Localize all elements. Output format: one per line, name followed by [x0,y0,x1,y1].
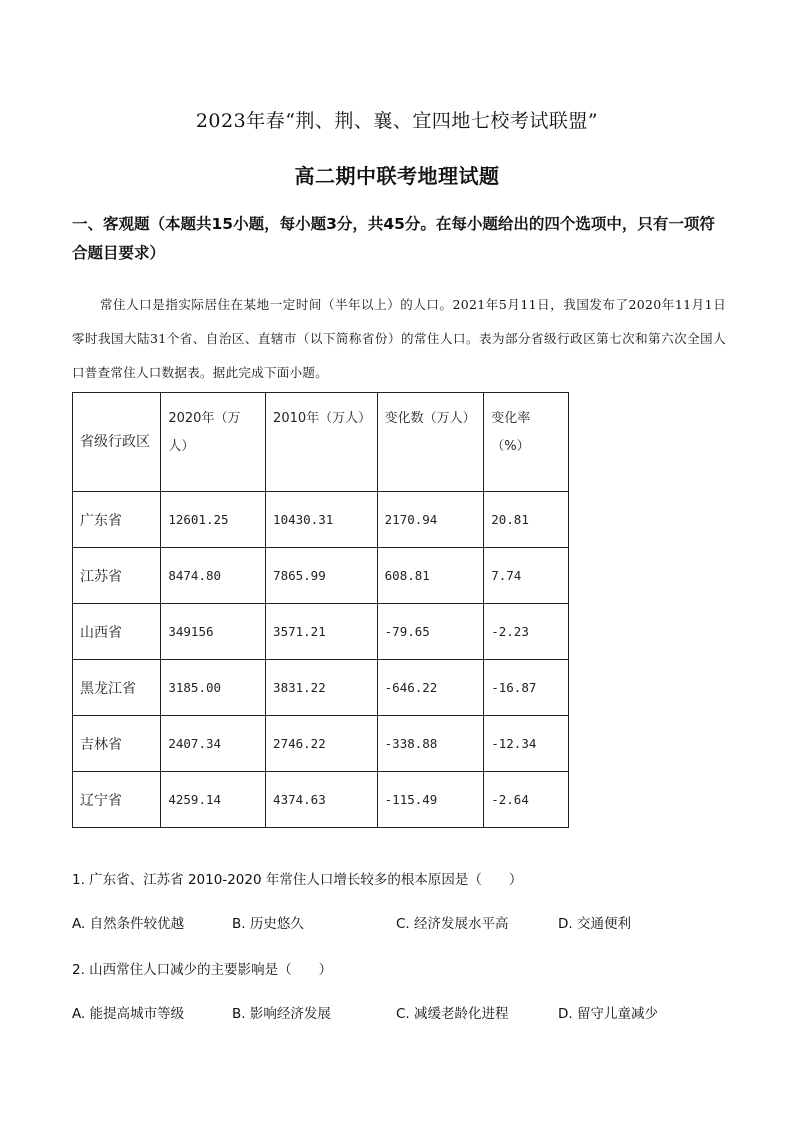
population-table [72,392,569,828]
value-cell: 3185.00 [161,660,266,716]
option-c[interactable]: C. 经济发展水平高 [396,916,509,932]
value-cell: 10430.31 [266,492,378,548]
value-cell: 20.81 [484,492,569,548]
exam-subtitle: 高二期中联考地理试题 [294,164,500,188]
value-cell: -12.34 [484,716,569,772]
value-cell: 608.81 [377,548,484,604]
province-cell: 黑龙江省 [73,660,161,716]
reading-passage: 常住人口是指实际居住在某地一定时间（半年以上）的人口。2021年5月11日，我国发布了2020年11月1日零时我国大陆31个省、自治区、直辖市（以下简称省份）的常住人口。表为部分省级行政区第七次和第六次全国人口普查常住人口数据表。据此完成下面小题。 [72,297,726,380]
table-row [73,716,569,772]
value-cell: 4259.14 [161,772,266,828]
value-cell: 12601.25 [161,492,266,548]
option-a[interactable]: A. 自然条件较优越 [72,916,185,932]
option-d[interactable]: D. 留守儿童减少 [558,1006,658,1022]
option-d[interactable]: D. 交通便利 [558,916,631,932]
value-cell: 349156 [161,604,266,660]
province-cell: 吉林省 [73,716,161,772]
option-a[interactable]: A. 能提高城市等级 [72,1006,185,1022]
value-cell: 2746.22 [266,716,378,772]
value-cell: -79.65 [377,604,484,660]
table-header-cell: 变化数（万人） [377,393,484,492]
value-cell: -646.22 [377,660,484,716]
table-header-cell: 变化率（%） [484,393,569,492]
table-header-cell: 2010年（万人） [266,393,378,492]
table-header-row [73,393,569,492]
value-cell: -2.23 [484,604,569,660]
province-cell: 山西省 [73,604,161,660]
province-cell: 广东省 [73,492,161,548]
question-2-stem: 2. 山西常住人口减少的主要影响是（ ） [72,962,333,978]
value-cell: 2407.34 [161,716,266,772]
question-1-options [72,912,752,936]
section-heading: 一、客观题（本题共15小题，每小题3分，共45分。在每小题给出的四个选项中，只有一项符合题目要求） [72,215,715,262]
option-c[interactable]: C. 减缓老龄化进程 [396,1006,509,1022]
value-cell: -16.87 [484,660,569,716]
value-cell: 7.74 [484,548,569,604]
value-cell: -338.88 [377,716,484,772]
question-1-stem: 1. 广东省、江苏省 2010-2020 年常住人口增长较多的根本原因是（ ） [72,872,523,888]
value-cell: 7865.99 [266,548,378,604]
option-b[interactable]: B. 历史悠久 [232,916,304,932]
table-header-cell: 2020年（万人） [161,393,266,492]
table-row [73,660,569,716]
value-cell: 3831.22 [266,660,378,716]
value-cell: 2170.94 [377,492,484,548]
value-cell: 4374.63 [266,772,378,828]
value-cell: 3571.21 [266,604,378,660]
table-row [73,772,569,828]
table-header-cell: 省级行政区 [73,393,161,492]
question-2-options [72,1002,752,1026]
table-row [73,492,569,548]
option-b[interactable]: B. 影响经济发展 [232,1006,331,1022]
province-cell: 辽宁省 [73,772,161,828]
exam-title: 2023年春“荆、荆、襄、宜四地七校考试联盟” [195,110,599,132]
province-cell: 江苏省 [73,548,161,604]
value-cell: 8474.80 [161,548,266,604]
table-row [73,548,569,604]
value-cell: -2.64 [484,772,569,828]
value-cell: -115.49 [377,772,484,828]
table-row [73,604,569,660]
